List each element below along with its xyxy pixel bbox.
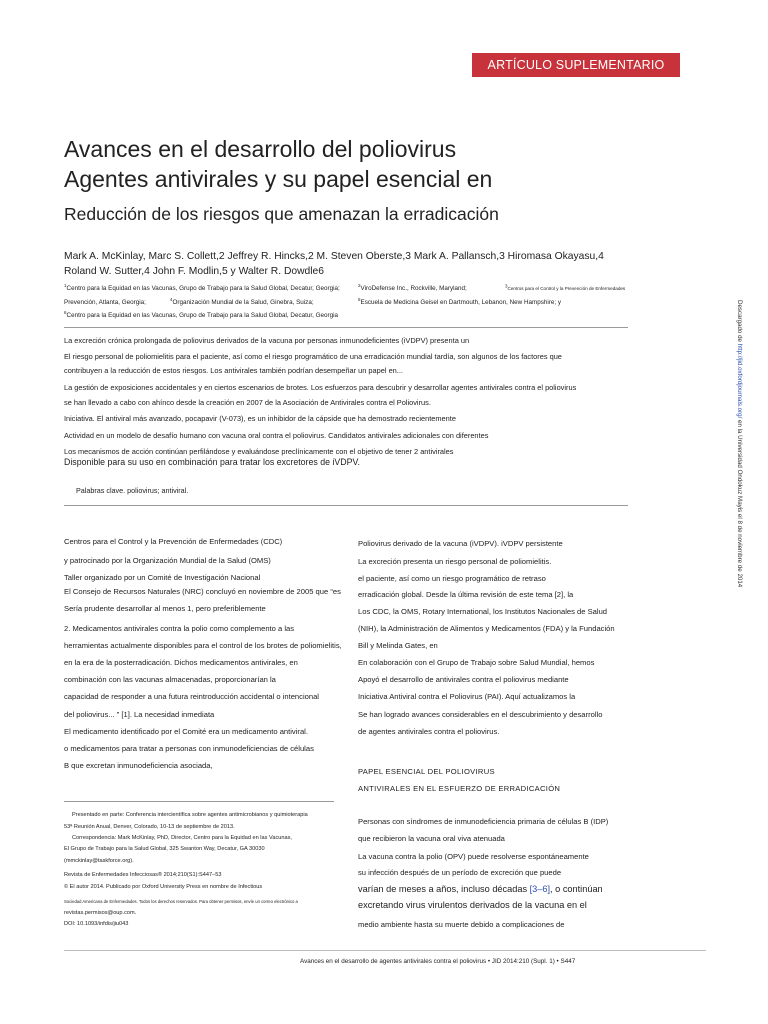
author-line-1: Mark A. McKinlay, Marc S. Collett,2 Jeffrey R. Hincks,2 M. Steven Oberste,3 Mark A. Pallansch,3 Hiromasa Okayasu,4 — [64, 251, 604, 262]
body-line: Taller organizado por un Comité de Investigación Nacional — [64, 573, 261, 582]
body-line: La excreción presenta un riesgo personal de poliomielitis. — [358, 557, 552, 566]
article-title-line-2: Agentes antivirales y su papel esencial en — [64, 166, 493, 192]
footnote-divider — [64, 801, 334, 802]
body-line: en la era de la posterradicación. Dichos medicamentos antivirales, en — [64, 658, 298, 667]
footnote: Revista de Enfermedades Infecciosas® 2014;210(S1):S447–53 — [64, 872, 222, 878]
body-line: La vacuna contra la polio (OPV) puede resolverse espontáneamente — [358, 852, 589, 861]
footnote-email[interactable]: revistas.permisos@oup.com. — [64, 910, 137, 916]
footnote: Correspondencia: Mark McKinlay, PhD, Director, Centro para la Equidad en las Vacunas, — [72, 835, 292, 841]
body-line: herramientas actualmente disponibles para el control de los brotes de poliomielitis, — [64, 641, 342, 650]
abstract-line: se han llevado a cabo con ahínco desde la creación en 2007 de la Asociación de Antivirales contra el Poliovirus. — [64, 398, 431, 407]
body-line: El medicamento identificado por el Comité era un medicamento antiviral. — [64, 727, 308, 736]
body-line: o medicamentos para tratar a personas con inmunodeficiencias de células — [64, 744, 314, 753]
citation-link[interactable]: [3–6] — [529, 884, 551, 894]
body-line: 2. Medicamentos antivirales contra la polio como complemento a las — [64, 624, 295, 633]
footnote: Presentado en parte: Conferencia intercientífica sobre agentes antimicrobianos y quimioterapia — [72, 812, 308, 818]
abstract-line: La gestión de exposiciones accidentales y en ciertos escenarios de brotes. Los esfuerzos para descubrir y desarrollar agentes antivirales contra el poliovirus — [64, 383, 577, 392]
footnote: © El autor 2014. Publicado por Oxford University Press en nombre de Infectious — [64, 884, 263, 890]
affiliation-3: $^3$Centros para el Control y la Prevención de Enfermedades — [505, 283, 626, 291]
footnote-doi[interactable]: DOI: 10.1093/infdis/jiu043 — [64, 921, 129, 927]
abstract-line: Actividad en un modelo de desafío humano con vacuna oral contra el poliovirus. Candidatos antivirales adicionales con diferentes — [64, 431, 489, 440]
section-heading-line-1: PAPEL ESENCIAL DEL POLIOVIRUS — [358, 767, 495, 776]
body-line: combinación con las vacunas almacenadas, proporcionarían la — [64, 675, 276, 684]
body-line: Poliovirus derivado de la vacuna (iVDPV). iVDPV persistente — [358, 539, 563, 548]
body-line: medio ambiente hasta su muerte debido a complicaciones de — [358, 920, 565, 929]
abstract-line: Los mecanismos de acción continúan perfilándose y evaluándose preclínicamente con el objetivo de tener 2 antivirales — [64, 447, 454, 456]
footnote: (mmckinlay@taskforce.org). — [64, 858, 134, 864]
body-line: del poliovirus... ” [1]. La necesidad inmediata — [64, 710, 215, 719]
abstract-line: El riesgo personal de poliomielitis para el paciente, así como el riesgo programático de una erradicación mundial tardía, son algunos de los factores que — [64, 352, 562, 361]
body-line: Personas con síndromes de inmunodeficiencia primaria de células B (IDP) — [358, 817, 609, 826]
affiliation-4: $^4$Organización Mundial de la Salud, Ginebra, Suiza; — [170, 296, 314, 306]
keywords: Palabras clave. poliovirus; antiviral. — [76, 486, 189, 495]
author-list — [64, 249, 604, 279]
body-line: Bill y Melinda Gates, en — [358, 641, 438, 650]
body-line: Centros para el Control y la Prevención de Enfermedades (CDC) — [64, 537, 283, 546]
page-footer: Avances en el desarrollo de agentes antivirales contra el poliovirus • JID 2014:210 (Supl. 1) • S447 — [300, 958, 576, 965]
abstract-line: Iniciativa. El antiviral más avanzado, pocapavir (V-073), es un inhibidor de la cápside que ha demostrado recientemente — [64, 414, 456, 423]
abstract-line: La excreción crónica prolongada de poliovirus derivados de la vacuna por personas inmunodeficientes (iVDPV) presenta un — [64, 336, 470, 345]
affiliation-3-cont: Prevención, Atlanta, Georgia; — [64, 299, 146, 306]
footnote: El Grupo de Trabajo para la Salud Global, 325 Swanton Way, Decatur, GA 30030 — [64, 846, 265, 852]
abstract-line: contribuyen a la reducción de estos riesgos. Los antivirales también podrían desempeñar un papel en... — [64, 366, 403, 375]
body-line: su infección después de un período de excreción que puede — [358, 868, 562, 877]
divider — [64, 505, 628, 506]
body-line: El Consejo de Recursos Naturales (NRC) concluyó en noviembre de 2005 que “es — [64, 587, 341, 596]
body-line: capacidad de responder a una futura reintroducción accidental o intencional — [64, 692, 319, 701]
article-title-line-1: Avances en el desarrollo del poliovirus — [64, 136, 457, 162]
affiliation-5: $^5$Escuela de Medicina Geisel en Dartmouth, Lebanon, New Hampshire; y — [358, 296, 562, 306]
body-line: varían de meses a años, incluso décadas [3–6], o continúan — [358, 884, 603, 894]
body-line: Sería prudente desarrollar al menos 1, pero preferiblemente — [64, 604, 266, 613]
body-line: Se han logrado avances considerables en el descubrimiento y desarrollo — [358, 710, 603, 719]
author-line-2: Roland W. Sutter,4 John F. Modlin,5 y Walter R. Dowdle6 — [64, 266, 325, 277]
body-line: y patrocinado por la Organización Mundial de la Salud (OMS) — [64, 556, 271, 565]
affiliation-6: $^6$Centro para la Equidad en las Vacunas, Grupo de Trabajo para la Salud Global, Decatur, Georgia — [64, 309, 339, 319]
footnote: 53ª Reunión Anual, Denver, Colorado, 10-13 de septiembre de 2013. — [64, 824, 235, 830]
body-line: el paciente, así como un riesgo programático de retraso — [358, 574, 546, 583]
body-line: B que excretan inmunodeficiencia asociada, — [64, 761, 213, 770]
article-type-badge: ARTÍCULO SUPLEMENTARIO — [472, 53, 680, 77]
abstract-line: Disponible para su uso en combinación para tratar los excretores de iVDPV. — [64, 457, 360, 467]
section-heading-line-2: ANTIVIRALES EN EL ESFUERZO DE ERRADICACIÓN — [358, 784, 561, 793]
download-note: Descargado de http://jid.oxfordjournals.org/ en la Universidad Ondokuz Mayis el 8 de noviembre de 2014 — [736, 300, 743, 588]
footer-divider — [64, 950, 706, 951]
article-subtitle: Reducción de los riesgos que amenazan la erradicación — [64, 204, 499, 224]
download-link[interactable]: http://jid.oxfordjournals.org/ — [736, 343, 743, 419]
body-line: de agentes antivirales contra el poliovirus. — [358, 727, 500, 736]
footnote: Sociedad Americana de Enfermedades. Todos los derechos reservados. Para obtener permisos, envíe un correo electrónico a — [64, 899, 298, 904]
body-line: Iniciativa Antiviral contra el Poliovirus (PAI). Aquí actualizamos la — [358, 692, 576, 701]
body-line: que recibieron la vacuna oral viva atenuada — [358, 834, 505, 843]
body-line: Apoyó el desarrollo de antivirales contra el poliovirus mediante — [358, 675, 569, 684]
body-line: Los CDC, la OMS, Rotary International, los Institutos Nacionales de Salud — [358, 607, 608, 616]
divider — [64, 327, 628, 328]
body-line: excretando virus virulentos derivados de la vacuna en el — [358, 900, 587, 910]
affiliation-1: $^1$Centro para la Equidad en las Vacunas, Grupo de Trabajo para la Salud Global, Decatur, Georgia; — [64, 282, 340, 292]
body-line: En colaboración con el Grupo de Trabajo sobre Salud Mundial, hemos — [358, 658, 595, 667]
body-line: erradicación global. Desde la última revisión de este tema [2], la — [358, 590, 574, 599]
affiliation-2: $^2$ViroDefense Inc., Rockville, Maryland; — [358, 282, 467, 292]
body-line: (NIH), la Administración de Alimentos y Medicamentos (FDA) y la Fundación — [358, 624, 615, 633]
